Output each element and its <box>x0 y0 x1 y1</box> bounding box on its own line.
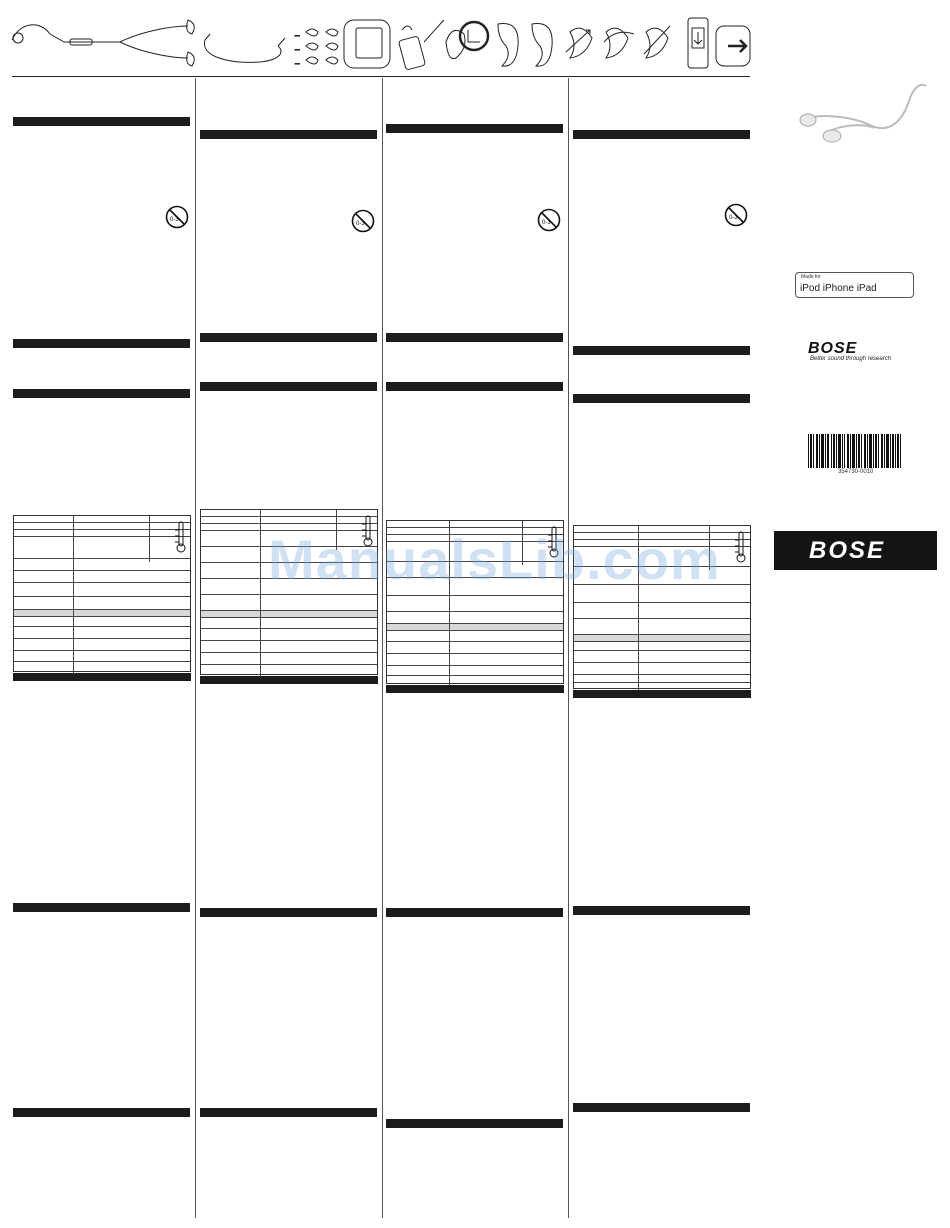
svg-text:0-3: 0-3 <box>356 221 365 227</box>
section-heading-bar <box>13 339 190 348</box>
ear-circle-illustration <box>446 22 488 59</box>
no-children-icon <box>537 208 561 232</box>
bose-logo <box>774 531 937 570</box>
section-heading-bar <box>386 124 563 133</box>
armband-illustration <box>344 20 390 68</box>
section-heading-bar <box>573 130 750 139</box>
spec-table <box>13 515 191 672</box>
section-heading-bar <box>13 389 190 398</box>
section-heading-bar <box>386 1119 563 1128</box>
cable-illustration <box>204 34 285 62</box>
svg-text:0-3: 0-3 <box>729 215 738 221</box>
section-heading-bar <box>13 1108 190 1117</box>
thermometer-icon <box>734 530 748 564</box>
section-heading-bar <box>200 130 377 139</box>
no-children-icon <box>165 205 189 229</box>
top-divider <box>12 76 750 77</box>
section-heading-bar <box>13 903 190 912</box>
svg-text:–: – <box>295 59 300 68</box>
section-heading-bar <box>200 333 377 342</box>
svg-text:–: – <box>295 45 300 54</box>
ears-illustration <box>498 23 552 66</box>
section-heading-bar <box>386 333 563 342</box>
eartip-sizes-illustration <box>295 29 338 68</box>
thermometer-icon <box>174 520 188 554</box>
section-heading-bar <box>573 1103 750 1112</box>
svg-text:0-3: 0-3 <box>542 220 551 226</box>
bose-logo-text: BOSE <box>809 537 886 564</box>
barcode <box>808 434 902 468</box>
section-heading-bar <box>13 117 190 126</box>
section-heading-bar <box>573 346 750 355</box>
section-heading-bar <box>386 908 563 917</box>
section-heading-bar <box>200 1108 377 1117</box>
column-divider <box>382 78 383 1218</box>
earbuds-illustration <box>12 20 194 66</box>
section-heading-bar <box>200 382 377 391</box>
armband-steps-illustration <box>688 18 750 68</box>
badge-made-for: Made for <box>801 274 821 280</box>
column-divider <box>195 78 196 1218</box>
bose-logo-small: BOSE <box>808 340 858 357</box>
watermark: ManualsLib.com <box>268 528 721 591</box>
illustration-strip <box>10 12 752 72</box>
fit-steps-illustration <box>566 26 670 58</box>
made-for-ipod-iphone-ipad-badge <box>795 272 914 298</box>
section-heading-bar <box>573 394 750 403</box>
product-photo <box>792 78 932 148</box>
svg-text:0-3: 0-3 <box>170 217 179 223</box>
section-heading-bar <box>200 908 377 917</box>
column-divider <box>568 78 569 1218</box>
bose-tagline: Better sound through research <box>810 356 892 362</box>
svg-text:–: – <box>295 31 300 40</box>
no-children-icon <box>724 203 748 227</box>
badge-products: iPod iPhone iPad <box>800 283 877 294</box>
no-children-icon <box>351 209 375 233</box>
section-heading-bar <box>386 382 563 391</box>
section-heading-bar <box>573 906 750 915</box>
device-illustration <box>398 20 444 70</box>
barcode-number: 354730-0010 <box>838 469 874 475</box>
